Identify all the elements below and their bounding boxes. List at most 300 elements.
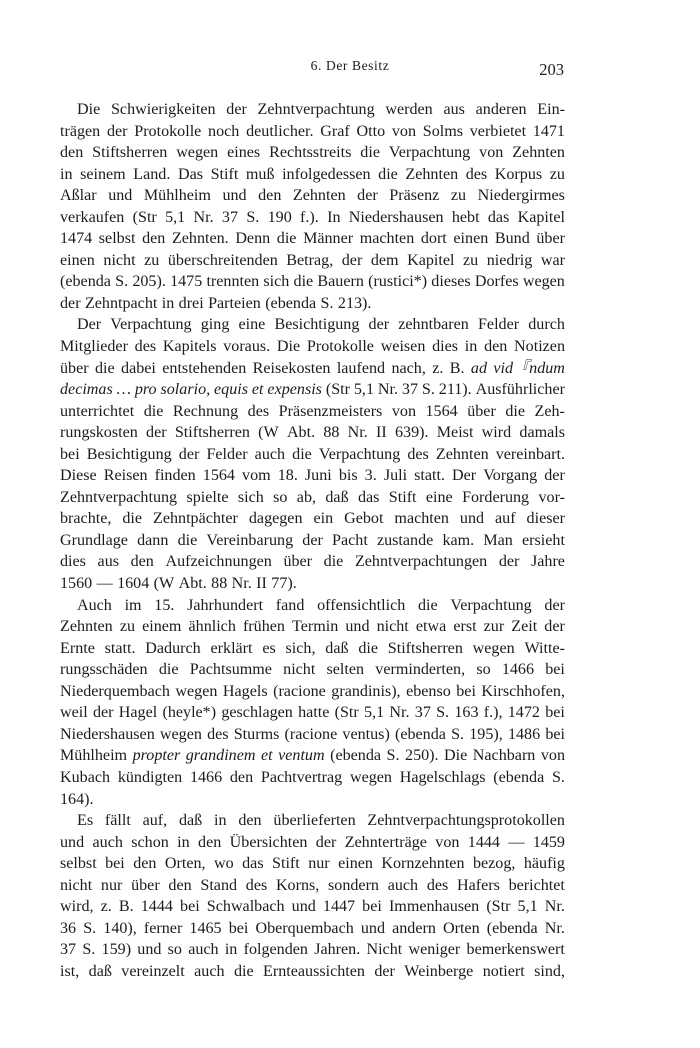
word: (Str bbox=[325, 381, 350, 399]
word: des bbox=[134, 338, 157, 356]
word: (rustici*) bbox=[368, 273, 428, 291]
word: S. bbox=[451, 725, 465, 743]
word: zu bbox=[144, 251, 160, 269]
word: Gebot bbox=[344, 510, 384, 528]
word: weil bbox=[60, 704, 88, 722]
word: Das bbox=[177, 165, 203, 183]
word: der bbox=[544, 596, 565, 614]
word: Mitglieder bbox=[60, 338, 128, 356]
word: Zehntverpachtung bbox=[257, 101, 375, 118]
running-head: 6. Der Besitz bbox=[310, 58, 390, 73]
word: (W bbox=[258, 424, 279, 442]
word: die bbox=[292, 445, 312, 463]
word: überlieferten bbox=[273, 812, 356, 830]
word: S. bbox=[320, 294, 334, 312]
word: Felder bbox=[477, 316, 520, 334]
word: ventus) bbox=[342, 725, 390, 743]
word: et bbox=[251, 381, 264, 399]
word: Weinberge bbox=[404, 962, 474, 980]
word: andern bbox=[392, 919, 436, 937]
word: Präsenzmeisters bbox=[278, 402, 383, 420]
word: es bbox=[262, 639, 276, 657]
word: vid『ndum bbox=[493, 359, 565, 377]
word: z. bbox=[100, 898, 112, 916]
word: 1475 bbox=[170, 273, 203, 291]
word: Graf bbox=[320, 122, 350, 140]
text-line bbox=[60, 487, 565, 509]
word: bemerkenswert bbox=[466, 941, 565, 959]
word: einen bbox=[453, 230, 489, 248]
word: und bbox=[222, 187, 247, 205]
word: Zeit bbox=[511, 618, 538, 636]
word: die bbox=[360, 144, 380, 162]
word: Ernteaussichten bbox=[263, 962, 365, 980]
word: Ernte bbox=[60, 639, 95, 657]
word: (Str bbox=[132, 208, 157, 226]
word: sondern bbox=[328, 876, 379, 894]
word: ähnlich bbox=[188, 618, 236, 636]
word: eines bbox=[227, 144, 261, 162]
word: statt. bbox=[104, 639, 136, 657]
text-line bbox=[60, 142, 565, 164]
word: ebenso bbox=[406, 682, 451, 700]
word: dagegen bbox=[248, 510, 303, 528]
word: bezog, bbox=[472, 855, 516, 873]
word: 1466 bbox=[189, 768, 223, 786]
word: 1560 bbox=[60, 575, 93, 593]
word: machten bbox=[394, 510, 449, 528]
word: 88 bbox=[211, 575, 228, 593]
word: brachte, bbox=[60, 510, 112, 528]
word: equis bbox=[214, 381, 249, 399]
word: (ebenda bbox=[394, 725, 446, 743]
word: so bbox=[273, 488, 288, 506]
word: Zehnten bbox=[292, 187, 346, 205]
word: Denn bbox=[235, 230, 271, 248]
text-line bbox=[60, 336, 565, 358]
word: weniger bbox=[408, 941, 461, 959]
text-line bbox=[60, 616, 565, 638]
word: selbst bbox=[60, 855, 97, 873]
word: auf bbox=[495, 510, 516, 528]
word: Nr. bbox=[544, 919, 565, 937]
text-line bbox=[60, 164, 565, 186]
text-line bbox=[60, 530, 565, 552]
word: 140), bbox=[103, 919, 137, 937]
word: vereinzelt bbox=[121, 962, 185, 980]
word: 37 bbox=[401, 381, 418, 399]
word: auch bbox=[194, 962, 225, 980]
word: Niedergirmes bbox=[477, 187, 565, 205]
word: 37 bbox=[60, 941, 77, 959]
word: ab, bbox=[296, 488, 317, 506]
word: erklärt bbox=[210, 639, 253, 657]
word: Korpus bbox=[494, 165, 543, 183]
word: S. bbox=[421, 381, 435, 399]
word: 639). bbox=[394, 424, 429, 442]
word: (ebenda bbox=[60, 273, 111, 291]
word: die bbox=[122, 510, 143, 528]
word: der bbox=[544, 618, 565, 636]
word: Immenhausen bbox=[388, 898, 480, 916]
word: und bbox=[291, 898, 316, 916]
word: in bbox=[224, 941, 238, 959]
word: dieses bbox=[431, 273, 471, 291]
word: Grundlage bbox=[60, 531, 128, 549]
word: nicht bbox=[376, 618, 409, 636]
word: verminderten, bbox=[375, 661, 466, 679]
word: nach, bbox=[391, 359, 426, 377]
word: vom bbox=[242, 467, 271, 485]
word: … bbox=[116, 381, 131, 399]
word: In bbox=[327, 208, 341, 226]
text-line bbox=[60, 896, 565, 918]
word: Stiftsherren bbox=[387, 639, 463, 657]
text-line bbox=[60, 573, 565, 595]
word: B. bbox=[449, 359, 465, 377]
text-line bbox=[60, 918, 565, 940]
word: S. bbox=[436, 704, 450, 722]
word: Pacht bbox=[332, 531, 368, 549]
word: voraus. bbox=[223, 338, 271, 356]
word: das bbox=[487, 208, 510, 226]
word: fand bbox=[275, 596, 305, 614]
word: wegen bbox=[522, 273, 565, 291]
word: f.). bbox=[300, 208, 319, 226]
word: vereinbart. bbox=[495, 445, 565, 463]
word: Jahrhundert bbox=[187, 596, 264, 614]
word: und bbox=[137, 941, 162, 959]
word: und bbox=[108, 187, 133, 205]
word: Reisekosten bbox=[252, 359, 331, 377]
word: 205). bbox=[132, 273, 166, 291]
word: Vorgang bbox=[483, 467, 538, 485]
word: Stift bbox=[388, 488, 417, 506]
word: sich bbox=[237, 488, 264, 506]
text-line bbox=[60, 358, 565, 380]
word: S. bbox=[551, 768, 565, 786]
word: zu bbox=[549, 165, 565, 183]
word: anderen bbox=[475, 101, 527, 118]
word: (ebenda bbox=[265, 294, 317, 312]
word: wegen bbox=[349, 768, 392, 786]
word: 1444 bbox=[140, 898, 173, 916]
word: muß bbox=[245, 165, 275, 183]
word: die bbox=[276, 230, 297, 248]
word: Nr. bbox=[377, 381, 399, 399]
word: Abt. bbox=[286, 424, 316, 442]
word: sind, bbox=[534, 962, 565, 980]
word: dieser bbox=[526, 510, 565, 528]
word: über bbox=[283, 553, 313, 571]
word: wegen bbox=[472, 639, 515, 657]
word: et bbox=[260, 747, 273, 765]
word: B. bbox=[118, 898, 134, 916]
word: selten bbox=[326, 661, 365, 679]
word: laufend bbox=[336, 359, 386, 377]
word: 5,1 bbox=[364, 704, 385, 722]
word: eine bbox=[425, 488, 453, 506]
word: auf, bbox=[142, 812, 168, 830]
word: (heyle*) bbox=[162, 704, 217, 722]
word: Kubach bbox=[60, 768, 111, 786]
word: — bbox=[96, 575, 113, 593]
word: 1466 bbox=[501, 661, 535, 679]
word: Zehntverpachtungsprotokollen bbox=[367, 812, 565, 830]
word: 15. bbox=[154, 596, 175, 614]
word: den bbox=[238, 812, 262, 830]
word: von bbox=[540, 747, 565, 765]
word: die bbox=[358, 639, 378, 657]
word: Rechnung bbox=[172, 402, 239, 420]
word: entstehenden bbox=[162, 359, 247, 377]
word: fällt bbox=[104, 812, 131, 830]
word: Verpachtung bbox=[450, 596, 532, 614]
word: Präsenz bbox=[389, 187, 440, 205]
word: Aßlar bbox=[60, 187, 97, 205]
word: Reisen bbox=[103, 467, 148, 485]
word: propter bbox=[132, 747, 181, 765]
word: und bbox=[459, 510, 485, 528]
word: den bbox=[133, 855, 157, 873]
word: rungsschäden bbox=[60, 661, 148, 679]
word: Notizen bbox=[514, 338, 565, 356]
text-line bbox=[60, 228, 565, 250]
word: den bbox=[168, 876, 192, 894]
word: grandinem bbox=[185, 747, 256, 765]
word: die bbox=[158, 661, 179, 679]
word: wird, bbox=[60, 898, 94, 916]
word: 37 bbox=[221, 208, 239, 226]
word: Übersichten bbox=[229, 833, 308, 851]
word: Zehnten. bbox=[171, 230, 229, 248]
word: drei bbox=[178, 294, 204, 312]
word: 1604 bbox=[117, 575, 150, 593]
word: II bbox=[256, 575, 267, 593]
word: Stift bbox=[272, 855, 300, 873]
word: über bbox=[60, 359, 89, 377]
word: Bauern bbox=[317, 273, 364, 291]
word: (racione bbox=[284, 725, 338, 743]
word: 211). bbox=[438, 381, 472, 399]
text-line bbox=[60, 465, 565, 487]
word: Ein- bbox=[537, 101, 565, 118]
text-line bbox=[60, 293, 565, 315]
word: der bbox=[106, 122, 128, 140]
word: ersieht bbox=[522, 531, 565, 549]
word: zustande bbox=[376, 531, 434, 549]
word: Solms bbox=[422, 122, 464, 140]
word: zehntbaren bbox=[398, 316, 469, 334]
word: daß bbox=[325, 488, 349, 506]
word: Zeh- bbox=[534, 402, 565, 420]
word: berichtet bbox=[508, 876, 565, 894]
text-line bbox=[60, 853, 565, 875]
word: Besichtigung bbox=[86, 445, 172, 463]
word: dem bbox=[370, 251, 399, 269]
word: einen bbox=[60, 251, 95, 269]
text-line bbox=[60, 314, 565, 336]
word: Hagelschlags bbox=[399, 768, 486, 786]
word: S. bbox=[115, 273, 129, 291]
word: verbietet bbox=[469, 122, 527, 140]
word: war bbox=[540, 251, 565, 269]
word: f.), bbox=[483, 704, 503, 722]
word: der bbox=[315, 833, 337, 851]
word: Nr. bbox=[193, 208, 214, 226]
word: Stiftsherren bbox=[92, 144, 168, 162]
word: trennten bbox=[206, 273, 260, 291]
word: wegen bbox=[175, 682, 218, 700]
word: nur bbox=[100, 876, 123, 894]
word: der bbox=[357, 187, 378, 205]
word: 3. bbox=[364, 467, 377, 485]
word: nur bbox=[308, 855, 330, 873]
word: ist, bbox=[60, 962, 80, 980]
word: bei bbox=[545, 704, 565, 722]
word: Otto bbox=[356, 122, 386, 140]
word: des bbox=[247, 402, 270, 420]
word: den bbox=[484, 338, 508, 356]
word: der bbox=[92, 704, 114, 722]
word: aus bbox=[443, 101, 465, 118]
word: die bbox=[143, 402, 164, 420]
text-line bbox=[60, 444, 565, 466]
word: der bbox=[498, 553, 520, 571]
word: frühen bbox=[242, 618, 285, 636]
word: bei bbox=[180, 898, 200, 916]
word: erst bbox=[453, 618, 477, 636]
word: Hagels bbox=[222, 682, 268, 700]
word: daß bbox=[178, 812, 203, 830]
text-line bbox=[60, 207, 565, 229]
word: spielte bbox=[186, 488, 229, 506]
word: ferner bbox=[143, 919, 183, 937]
word: Der bbox=[452, 467, 477, 485]
word: des bbox=[245, 876, 268, 894]
word: Jahren. bbox=[314, 941, 361, 959]
word: der bbox=[374, 962, 395, 980]
word: bei bbox=[545, 661, 565, 679]
word: (racione bbox=[273, 682, 326, 700]
word: Mühlheim bbox=[60, 747, 128, 765]
word: ventum bbox=[278, 747, 325, 765]
word: grandinis), bbox=[331, 682, 401, 700]
word: eine bbox=[238, 316, 266, 334]
word: über bbox=[536, 230, 565, 248]
word: und bbox=[60, 833, 85, 851]
word: schon bbox=[131, 833, 169, 851]
text-line bbox=[60, 401, 565, 423]
word: 1564 bbox=[425, 402, 458, 420]
word: deutlicher. bbox=[246, 122, 314, 140]
word: Stiftsherren bbox=[174, 424, 250, 442]
word: Männer bbox=[303, 230, 354, 248]
word: dann bbox=[137, 531, 169, 549]
word: von bbox=[479, 144, 504, 162]
word: Es bbox=[77, 812, 94, 830]
word: dort bbox=[420, 230, 447, 248]
word: 18. bbox=[277, 467, 298, 485]
word: 250). bbox=[405, 747, 439, 765]
word: Die bbox=[77, 101, 101, 118]
text-line bbox=[60, 250, 565, 272]
word: auch bbox=[188, 941, 219, 959]
word: bei bbox=[362, 898, 382, 916]
word: Pachtvertrag bbox=[260, 768, 343, 786]
word: Verpachtung bbox=[318, 445, 401, 463]
word: dies bbox=[60, 553, 86, 571]
word: Witte- bbox=[524, 639, 565, 657]
word: den bbox=[198, 833, 222, 851]
word: den bbox=[229, 768, 254, 786]
word: auch bbox=[387, 876, 419, 894]
text-line bbox=[60, 745, 565, 767]
word: daß bbox=[88, 962, 112, 980]
word: Vereinbarung bbox=[206, 531, 294, 549]
word: ging bbox=[200, 316, 230, 334]
word: geschlagen bbox=[221, 704, 293, 722]
word: überschreitenden bbox=[167, 251, 278, 269]
word: 1447 bbox=[322, 898, 356, 916]
word: Stand bbox=[200, 876, 238, 894]
word: Land. bbox=[133, 165, 171, 183]
word: bis bbox=[338, 467, 358, 485]
word: z. bbox=[432, 359, 444, 377]
word: 213). bbox=[337, 294, 372, 312]
word: Aufzeichnungen bbox=[165, 553, 272, 571]
word: unterrichtet bbox=[60, 402, 135, 420]
word: Forderung bbox=[462, 488, 530, 506]
word: hatte bbox=[298, 704, 330, 722]
word: der bbox=[341, 251, 363, 269]
word: Parteien bbox=[208, 294, 261, 312]
word: zu bbox=[463, 251, 479, 269]
word: 5,1 bbox=[353, 381, 374, 399]
word: Kirschhofen, bbox=[481, 682, 565, 700]
word: rungskosten bbox=[60, 424, 138, 442]
word: (ebenda bbox=[493, 768, 545, 786]
word: auch bbox=[92, 833, 123, 851]
word: das bbox=[242, 855, 264, 873]
word: S. bbox=[386, 747, 400, 765]
word: Zehntpacht bbox=[84, 294, 158, 312]
word: auch bbox=[254, 445, 286, 463]
word: Nr. bbox=[544, 898, 565, 916]
word: Meist bbox=[436, 424, 474, 442]
word: von bbox=[391, 402, 416, 420]
word: Zehnten bbox=[512, 144, 565, 162]
text-line bbox=[60, 939, 565, 961]
word: Oberquembach bbox=[255, 919, 354, 937]
word: Protokolle bbox=[306, 338, 374, 356]
word: Niedershausen bbox=[60, 725, 155, 743]
word: 1474 bbox=[60, 230, 93, 248]
word: Dadurch bbox=[145, 639, 201, 657]
word: Kapitel bbox=[407, 251, 455, 269]
word: Zehnten bbox=[405, 165, 459, 183]
word: Abt. bbox=[178, 575, 207, 593]
word: den bbox=[60, 144, 84, 162]
word: Der bbox=[77, 316, 102, 334]
word: 36 bbox=[60, 919, 77, 937]
word: 1486 bbox=[507, 725, 541, 743]
word: Verpachtung bbox=[110, 316, 192, 334]
word: einem bbox=[142, 618, 182, 636]
word: ein bbox=[313, 510, 334, 528]
word: — bbox=[508, 833, 525, 851]
word: zu bbox=[119, 618, 136, 636]
